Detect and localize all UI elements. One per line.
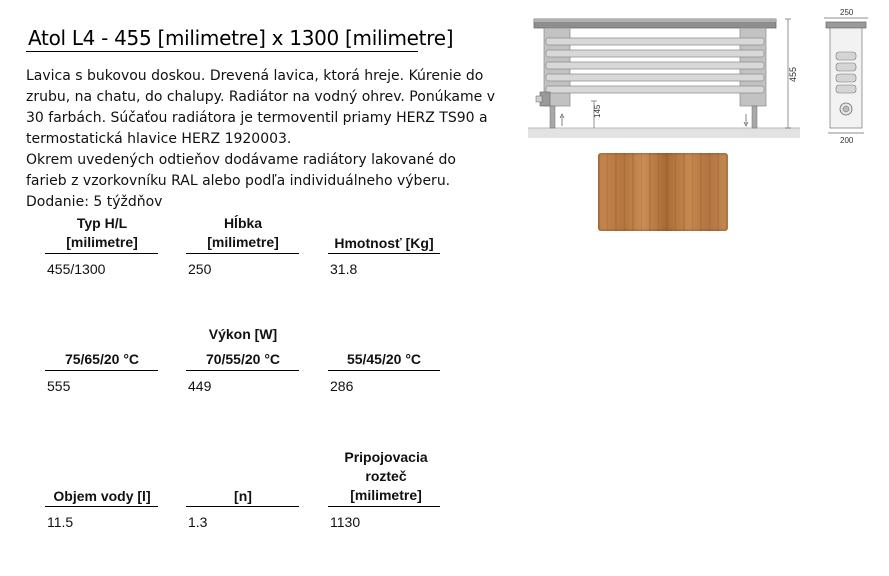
spec-value-exponent: 1.3 (188, 514, 208, 530)
heating-tubes (546, 38, 764, 93)
spec-value-power-70: 449 (188, 378, 212, 394)
floor (528, 128, 800, 138)
spec-label-connection-spacing: Pripojovacia rozteč [milimetre] (344, 449, 428, 503)
spec-line (186, 506, 299, 507)
spec-label-depth: Hĺbka [milimetre] (207, 215, 279, 250)
spec-line (186, 370, 299, 371)
spec-value-weight: 31.8 (330, 261, 358, 277)
pipe-right (752, 106, 757, 128)
power-heading: Výkon [W] (208, 326, 278, 342)
dim-depth-top: 250 (840, 8, 854, 17)
spec-line (45, 253, 158, 254)
dim-height: 455 (788, 66, 798, 82)
product-title: Atol L4 - 455 [milimetre] x 1300 [milimetre] (28, 26, 454, 50)
spec-value-depth: 250 (188, 261, 212, 277)
delivery-time: Dodanie: 5 týždňov (26, 194, 163, 210)
dim-connection-height: 145 (593, 104, 602, 118)
spec-value-connection-spacing: 1130 (330, 514, 361, 530)
spec-value-type: 455/1300 (47, 261, 106, 277)
title-underline (26, 51, 418, 52)
spec-value-power-55: 286 (330, 378, 354, 394)
spec-label-weight: Hmotnosť [Kg] (334, 235, 434, 251)
dim-depth-bottom: 200 (840, 136, 854, 145)
pipe-left (550, 106, 555, 128)
spec-line (45, 370, 158, 371)
spec-label-exponent: [n] (234, 488, 252, 504)
side-top (826, 22, 866, 28)
description-paragraph-2: Okrem uvedených odtieňov dodávame radiátory lakované do farieb z vzorkovníku RAL alebo podľa individuálneho výberu. (26, 152, 456, 189)
spec-label-water-volume: Objem vody [l] (53, 488, 151, 504)
spec-value-water-volume: 11.5 (47, 514, 74, 530)
spec-label-power-75: 75/65/20 °C (64, 351, 140, 367)
radiator-drawing (524, 6, 874, 151)
spec-line (328, 370, 440, 371)
spec-value-power-75: 555 (47, 378, 71, 394)
spec-line (328, 253, 440, 254)
description-paragraph-1: Lavica s bukovou doskou. Drevená lavica, ktorá hreje. Kúrenie do zrubu, na chatu, do chalupy. Radiátor na vodný ohrev. Ponúkame v 30 farbách. Súčaťou radiátora je termoventil priamy HERZ TS90 a termostatická hlavice HERZ 1920003. (26, 68, 495, 147)
spec-label-power-70: 70/55/20 °C (205, 351, 281, 367)
spec-label-power-55: 55/45/20 °C (346, 351, 422, 367)
spec-label-type: Typ H/L [milimetre] (66, 215, 138, 250)
spec-line (186, 253, 299, 254)
beech-wood-board-image (598, 153, 728, 231)
spec-line (328, 506, 440, 507)
spec-line (45, 506, 158, 507)
product-description (26, 66, 496, 213)
